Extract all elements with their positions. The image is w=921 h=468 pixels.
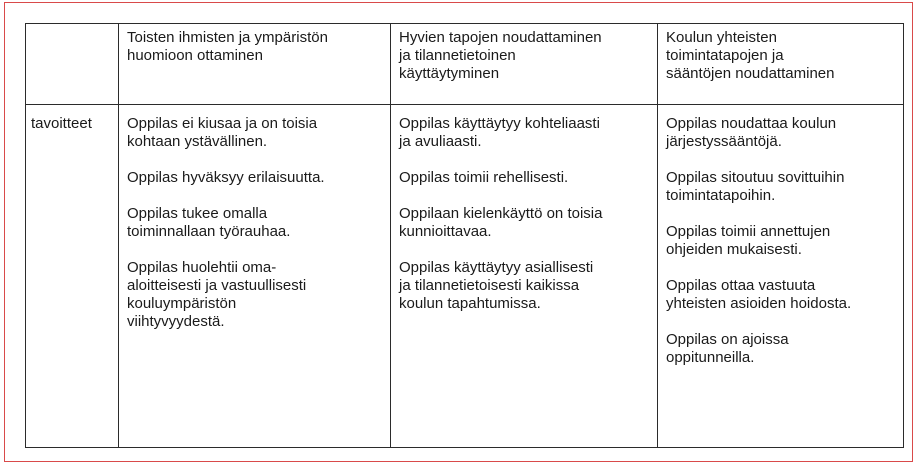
goal-item: Oppilas ei kiusaa ja on toisia kohtaan ystävällinen. <box>127 115 318 150</box>
header-corner-text <box>26 24 118 29</box>
goal-item: Oppilas toimii annettujen ohjeiden mukaisesti. <box>666 223 831 258</box>
goal-item: Oppilas toimii rehellisesti. <box>399 169 569 186</box>
behavior-goals-table <box>25 23 904 448</box>
goal-item: Oppilas käyttäytyy asiallisesti ja tilannetietoisesti kaikissa koulun tapahtumissa. <box>399 259 594 312</box>
header-cell-school-rules <box>658 24 904 105</box>
row-header-text: tavoitteet <box>31 115 92 132</box>
goal-item: Oppilas käyttäytyy kohteliaasti ja avuliaasti. <box>399 115 600 150</box>
goal-item: Oppilas sitoutuu sovittuihin toimintatapoihin. <box>666 169 845 204</box>
header-cell-good-manners <box>391 24 658 105</box>
row-header-cell <box>26 105 119 448</box>
goal-item: Oppilas hyväksyy erilaisuutta. <box>127 169 325 186</box>
goals-cell-good-manners <box>391 105 658 448</box>
goals-cell-consideration <box>119 105 391 448</box>
table-header-row <box>26 24 904 105</box>
header-text: Toisten ihmisten ja ympäristön huomioon ottaminen <box>127 29 328 64</box>
document-page <box>4 2 913 462</box>
goal-item: Oppilas huolehtii oma- aloitteisesti ja vastuullisesti kouluympäristön viihtyvyydestä. <box>127 259 307 330</box>
header-corner-cell <box>26 24 119 105</box>
header-text: Koulun yhteisten toimintatapojen ja sääntöjen noudattaminen <box>666 29 835 82</box>
goals-cell-school-rules <box>658 105 904 448</box>
table-row-goals <box>26 105 904 448</box>
goal-item: Oppilas noudattaa koulun järjestyssääntöjä. <box>666 115 837 150</box>
header-cell-consideration <box>119 24 391 105</box>
goal-item: Oppilaan kielenkäyttö on toisia kunnioittavaa. <box>399 205 603 240</box>
goal-item: Oppilas on ajoissa oppitunneilla. <box>666 331 789 366</box>
goal-item: Oppilas tukee omalla toiminnallaan työrauhaa. <box>127 205 291 240</box>
goal-item: Oppilas ottaa vastuuta yhteisten asioiden hoidosta. <box>666 277 852 312</box>
header-text: Hyvien tapojen noudattaminen ja tilannetietoinen käyttäytyminen <box>399 29 602 82</box>
